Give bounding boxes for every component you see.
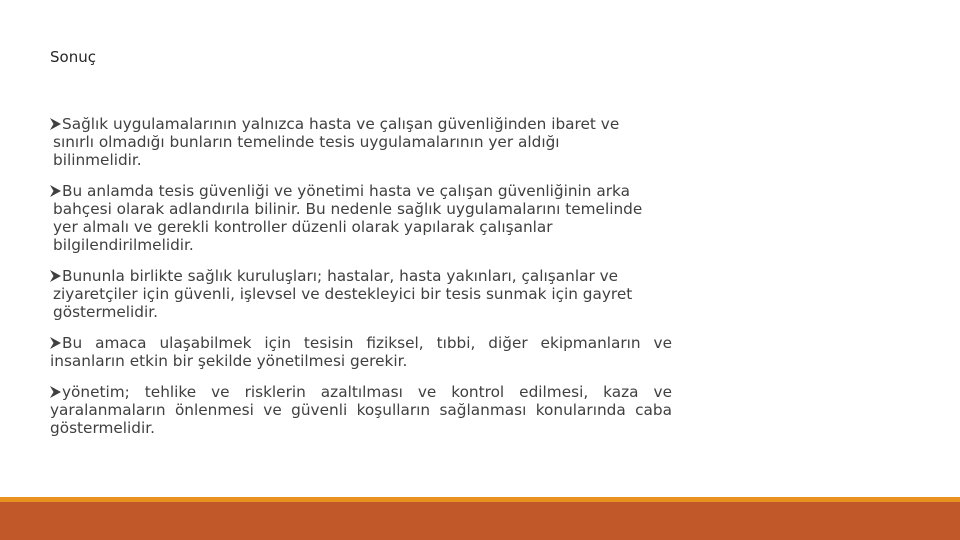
bullet-item	[48, 267, 672, 321]
bullet-text: bilgilendirilmelidir.	[53, 236, 194, 254]
bullet-text: sınırlı olmadığı bunların temelinde tesis uygulamalarının yer aldığı	[53, 133, 560, 151]
bullet-text: yer almalı ve gerekli kontroller düzenli olarak yapılarak çalışanlar	[53, 218, 553, 236]
arrow-bullet-icon	[50, 269, 61, 281]
bullet-text: göstermelidir.	[53, 303, 158, 321]
bullet-text: Bu anlamda tesis güvenliği ve yönetimi hasta ve çalışan güvenliğinin arka	[62, 182, 630, 200]
bullet-text: Bu amaca ulaşabilmek için tesisin fiziksel, tıbbi, diğer ekipmanların ve insanların etkin bir şekilde yönetilmesi gerekir.	[50, 334, 672, 370]
bullet-item	[48, 115, 672, 169]
bullet-text: ziyaretçiler için güvenli, işlevsel ve destekleyici bir tesis sunmak için gayret	[53, 285, 633, 303]
bullet-item	[48, 182, 672, 254]
bullet-text: bilinmelidir.	[53, 151, 142, 169]
bullet-item	[48, 383, 672, 437]
bullet-text: Sağlık uygulamalarının yalnızca hasta ve çalışan güvenliğinden ibaret ve	[62, 115, 620, 133]
bullet-list	[48, 115, 672, 450]
bullet-text: Bununla birlikte sağlık kuruluşları; hastalar, hasta yakınları, çalışanlar ve	[62, 267, 619, 285]
arrow-bullet-icon	[50, 385, 61, 397]
arrow-bullet-icon	[50, 117, 61, 129]
bullet-item	[48, 334, 672, 370]
slide-title: Sonuç	[50, 48, 96, 66]
bullet-text: yönetim; tehlike ve risklerin azaltılması ve kontrol edilmesi, kaza ve yaralanmaların önlenmesi ve güvenli koşulların sağlanması konularında caba göstermelidir.	[50, 383, 672, 437]
arrow-bullet-icon	[50, 336, 61, 348]
arrow-bullet-icon	[50, 184, 61, 196]
bullet-text: bahçesi olarak adlandırıla bilinir. Bu nedenle sağlık uygulamalarını temelinde	[53, 200, 643, 218]
footer-bar	[0, 502, 960, 540]
